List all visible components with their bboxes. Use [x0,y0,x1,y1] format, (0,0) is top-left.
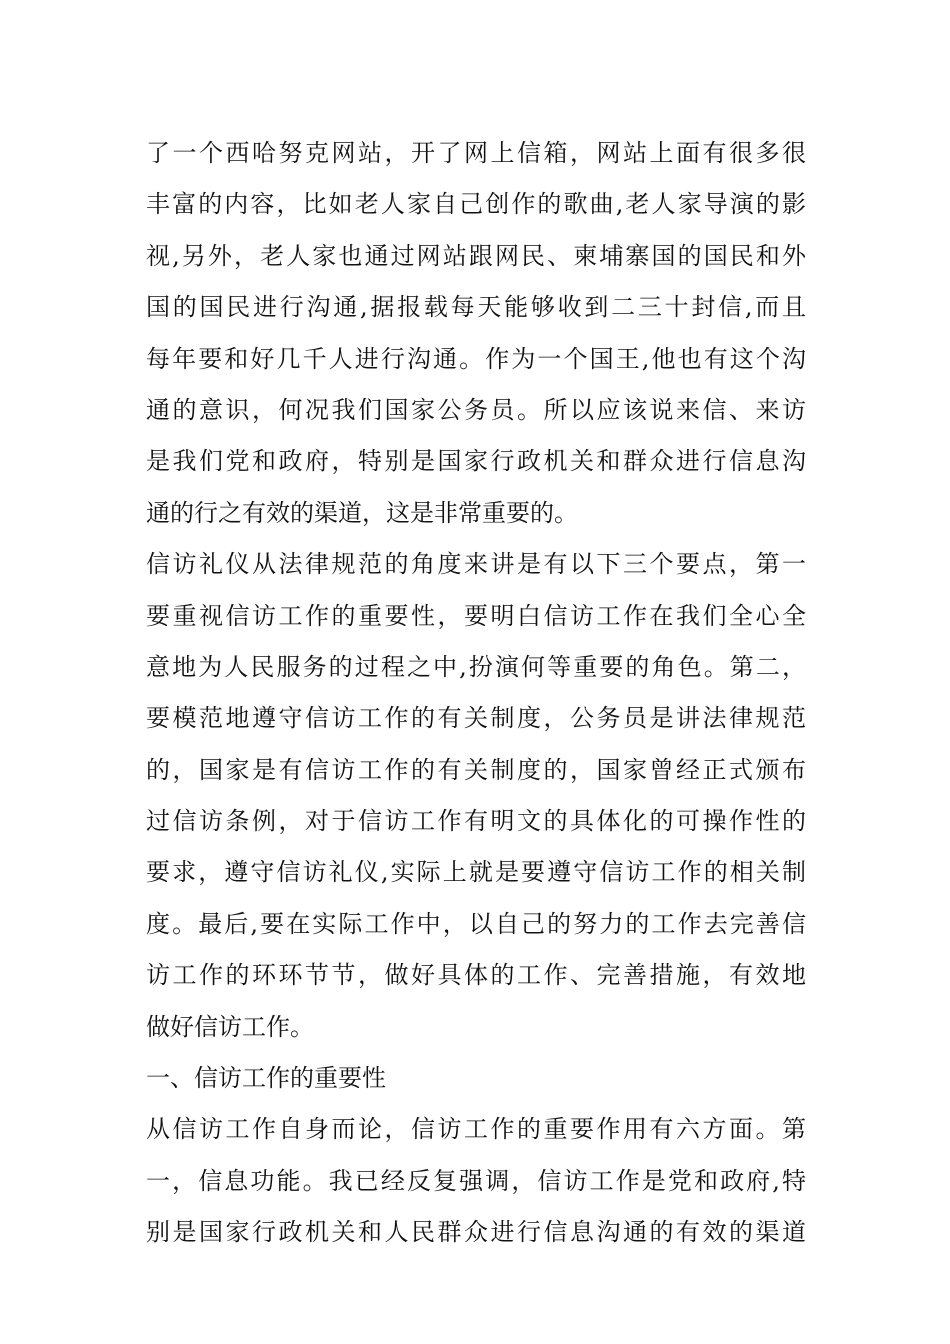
text-line: 通的行之有效的渠道，这是非常重要的。 [146,498,578,527]
text-line: 的，国家是有信访工作的有关制度的，国家曾经正式颁布 [146,755,806,784]
text-line: 每年要和好几千人进行沟通。作为一个国王,他也有这个沟 [146,344,806,373]
text-line: 别是国家行政机关和人民群众进行信息沟通的有效的渠道 [146,1218,806,1247]
text-line: 了一个西哈努克网站，开了网上信箱，网站上面有很多很 [146,139,806,167]
text-line: 信访礼仪从法律规范的角度来讲是有以下三个要点，第一 [146,550,806,579]
text-line: 视,另外，老人家也通过网站跟网民、柬埔寨国的国民和外 [146,241,806,270]
document-body [146,128,806,1259]
text-line: 要重视信访工作的重要性，要明白信访工作在我们全心全 [146,601,806,630]
text-line: 要模范地遵守信访工作的有关制度，公务员是讲法律规范 [146,704,806,733]
text-line: 要求，遵守信访礼仪,实际上就是要遵守信访工作的相关制 [146,858,806,887]
text-line: 访工作的环环节节，做好具体的工作、完善措施，有效地 [146,961,806,990]
text-line: 国的国民进行沟通,据报载每天能够收到二三十封信,而且 [146,293,806,322]
text-line: 度。最后,要在实际工作中，以自己的努力的工作去完善信 [146,909,806,938]
text-line: 通的意识，何况我们国家公务员。所以应该说来信、来访 [146,395,806,424]
section-heading: 一、信访工作的重要性 [146,1064,386,1093]
text-line: 是我们党和政府，特别是国家行政机关和群众进行信息沟 [146,447,806,476]
text-line: 丰富的内容，比如老人家自己创作的歌曲,老人家导演的影 [146,190,806,219]
text-line: 做好信访工作。 [146,1012,314,1041]
text-line: 从信访工作自身而论，信访工作的重要作用有六方面。第 [146,1115,806,1144]
text-line: 一，信息功能。我已经反复强调，信访工作是党和政府,特 [146,1166,806,1195]
text-line: 意地为人民服务的过程之中,扮演何等重要的角色。第二， [146,652,806,681]
text-line: 过信访条例，对于信访工作有明文的具体化的可操作性的 [146,807,806,836]
